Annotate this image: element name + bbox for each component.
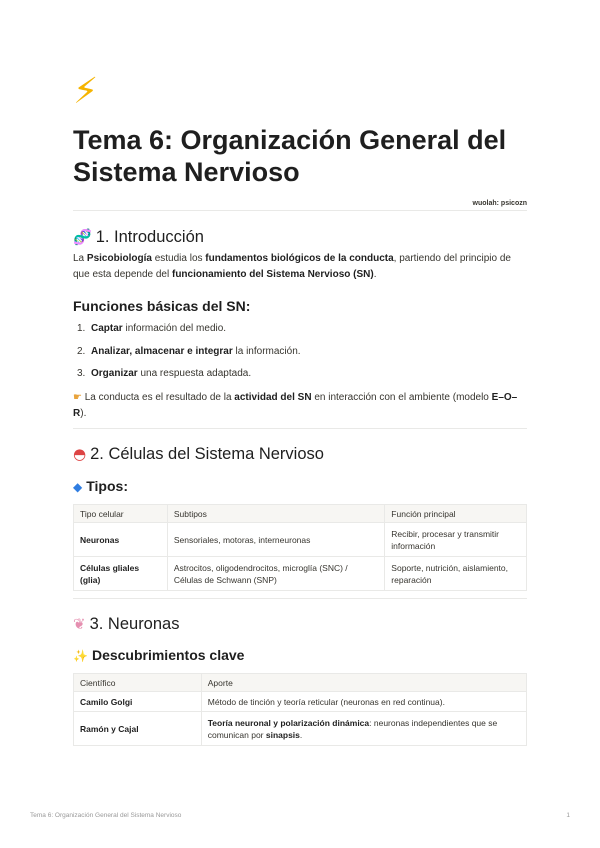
list-item: 2. Analizar, almacenar e integrar la información. — [77, 346, 301, 357]
divider — [73, 598, 527, 599]
pointing-hand-icon: ☛ — [73, 392, 82, 403]
sparkles-icon: ✨ — [73, 649, 88, 663]
intro-paragraph: La Psicobiología estudia los fundamentos biológicos de la conducta, partiendo del principio de que esta depende del funcionamiento del Sistema Nervioso (SN). — [73, 253, 511, 280]
cell-types-table — [73, 504, 527, 591]
footer-title: Tema 6: Organización General del Sistema Nervioso — [30, 812, 182, 819]
section-heading-intro: 🧬 1. Introducción — [73, 228, 204, 246]
divider — [73, 210, 527, 211]
note-paragraph: ☛ La conducta es el resultado de la actividad del SN en interacción con el ambiente (modelo E–O–R). — [73, 392, 518, 419]
subheading-functions: Funciones básicas del SN: — [73, 298, 251, 314]
table-header: Tipo celular — [74, 505, 168, 523]
page-number: 1 — [566, 812, 570, 819]
table-header: Subtipos — [167, 505, 384, 523]
section-heading-cells: ◓ 2. Células del Sistema Nervioso — [73, 445, 324, 463]
subheading-types: ◆ Tipos: — [73, 478, 128, 494]
table-header: Aporte — [201, 674, 526, 692]
divider — [73, 428, 527, 429]
author-label: wuolah: psicozn — [472, 200, 527, 207]
list-item: 3. Organizar una respuesta adaptada. — [77, 368, 252, 379]
subheading-discoveries: ✨ Descubrimientos clave — [73, 647, 245, 663]
table-row: Camilo Golgi Método de tinción y teoría reticular (neuronas en red continua). — [74, 692, 527, 712]
petri-dish-icon: ◓ — [73, 445, 87, 463]
discoveries-table — [73, 673, 527, 746]
page-title: Tema 6: Organización General del Sistema Nervioso — [73, 125, 507, 187]
table-row: Neuronas Sensoriales, motoras, interneuronas Recibir, procesar y transmitir información — [74, 523, 527, 557]
brain-icon: ❦ — [73, 615, 86, 633]
table-row: Ramón y Cajal Teoría neuronal y polarización dinámica: neuronas independientes que se comunican por sinapsis. — [74, 712, 527, 746]
section-heading-neurons: ❦ 3. Neuronas — [73, 615, 180, 633]
table-row: Células gliales (glia) Astrocitos, oligodendrocitos, microglía (SNC) / Células de Schwann (SNP) Soporte, nutrición, aislamiento, reparación — [74, 557, 527, 591]
lightning-icon: ⚡ — [73, 71, 99, 112]
blue-diamond-icon: ◆ — [73, 480, 83, 494]
table-header: Función principal — [385, 505, 527, 523]
list-item: 1. Captar información del medio. — [77, 323, 227, 334]
table-header: Científico — [74, 674, 202, 692]
dna-icon: 🧬 — [73, 228, 92, 246]
